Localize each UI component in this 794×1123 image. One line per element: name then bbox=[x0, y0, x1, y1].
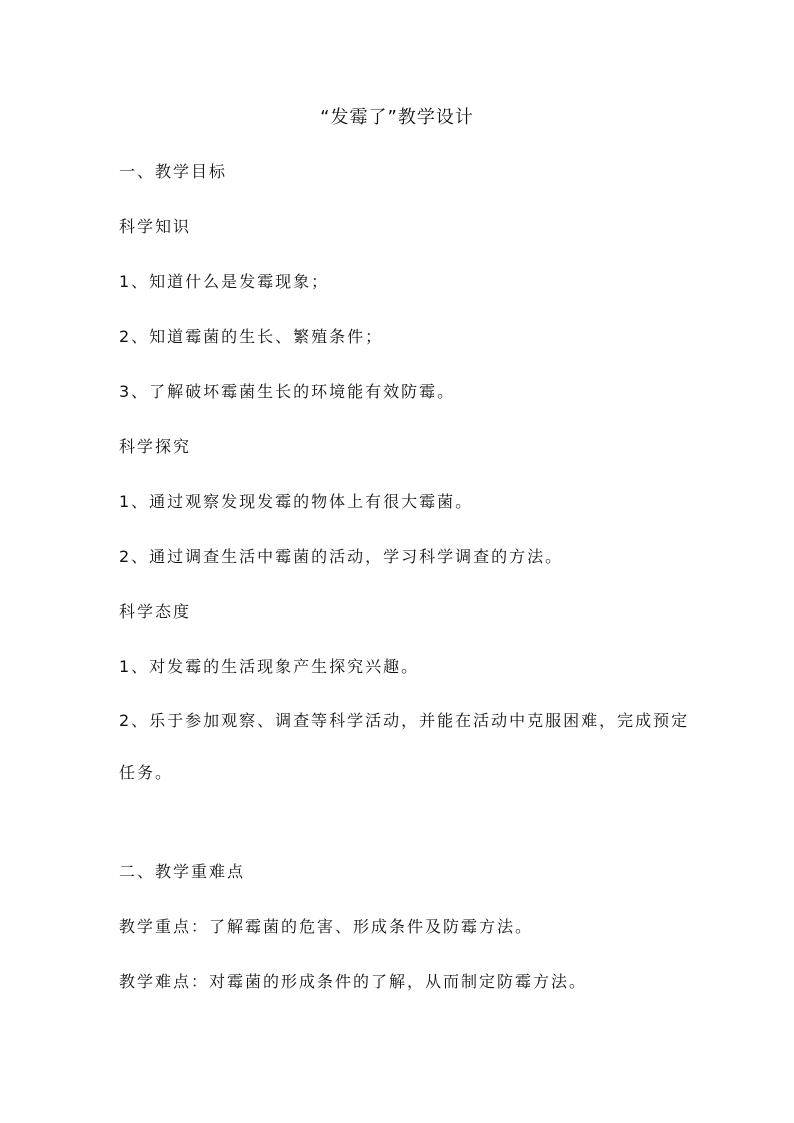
attitude-item-2: 2、乐于参加观察、调查等科学活动，并能在活动中克服困难，完成预定任务。 bbox=[119, 711, 690, 782]
subheading-inquiry: 科学探究 bbox=[119, 437, 192, 456]
key-point: 教学重点：了解霉菌的危害、形成条件及防霉方法。 bbox=[119, 917, 534, 936]
difficult-point: 教学难点：对霉菌的形成条件的了解，从而制定防霉方法。 bbox=[119, 972, 588, 991]
attitude-item-1: 1、对发霉的生活现象产生探究兴趣。 bbox=[119, 657, 420, 676]
knowledge-item-3: 3、了解破坏霉菌生长的环境能有效防霉。 bbox=[119, 382, 456, 401]
section-heading-key-points: 二、教学重难点 bbox=[119, 862, 246, 881]
knowledge-item-1: 1、知道什么是发霉现象； bbox=[119, 272, 330, 291]
section-heading-objectives: 一、教学目标 bbox=[119, 162, 228, 181]
subheading-knowledge: 科学知识 bbox=[119, 217, 192, 236]
subheading-attitude: 科学态度 bbox=[119, 602, 192, 621]
document-title: “发霉了”教学设计 bbox=[320, 107, 474, 128]
knowledge-item-2: 2、知道霉菌的生长、繁殖条件； bbox=[119, 327, 384, 346]
inquiry-item-2: 2、通过调查生活中霉菌的活动，学习科学调查的方法。 bbox=[119, 547, 564, 566]
inquiry-item-1: 1、通过观察发现发霉的物体上有很大霉菌。 bbox=[119, 492, 474, 511]
